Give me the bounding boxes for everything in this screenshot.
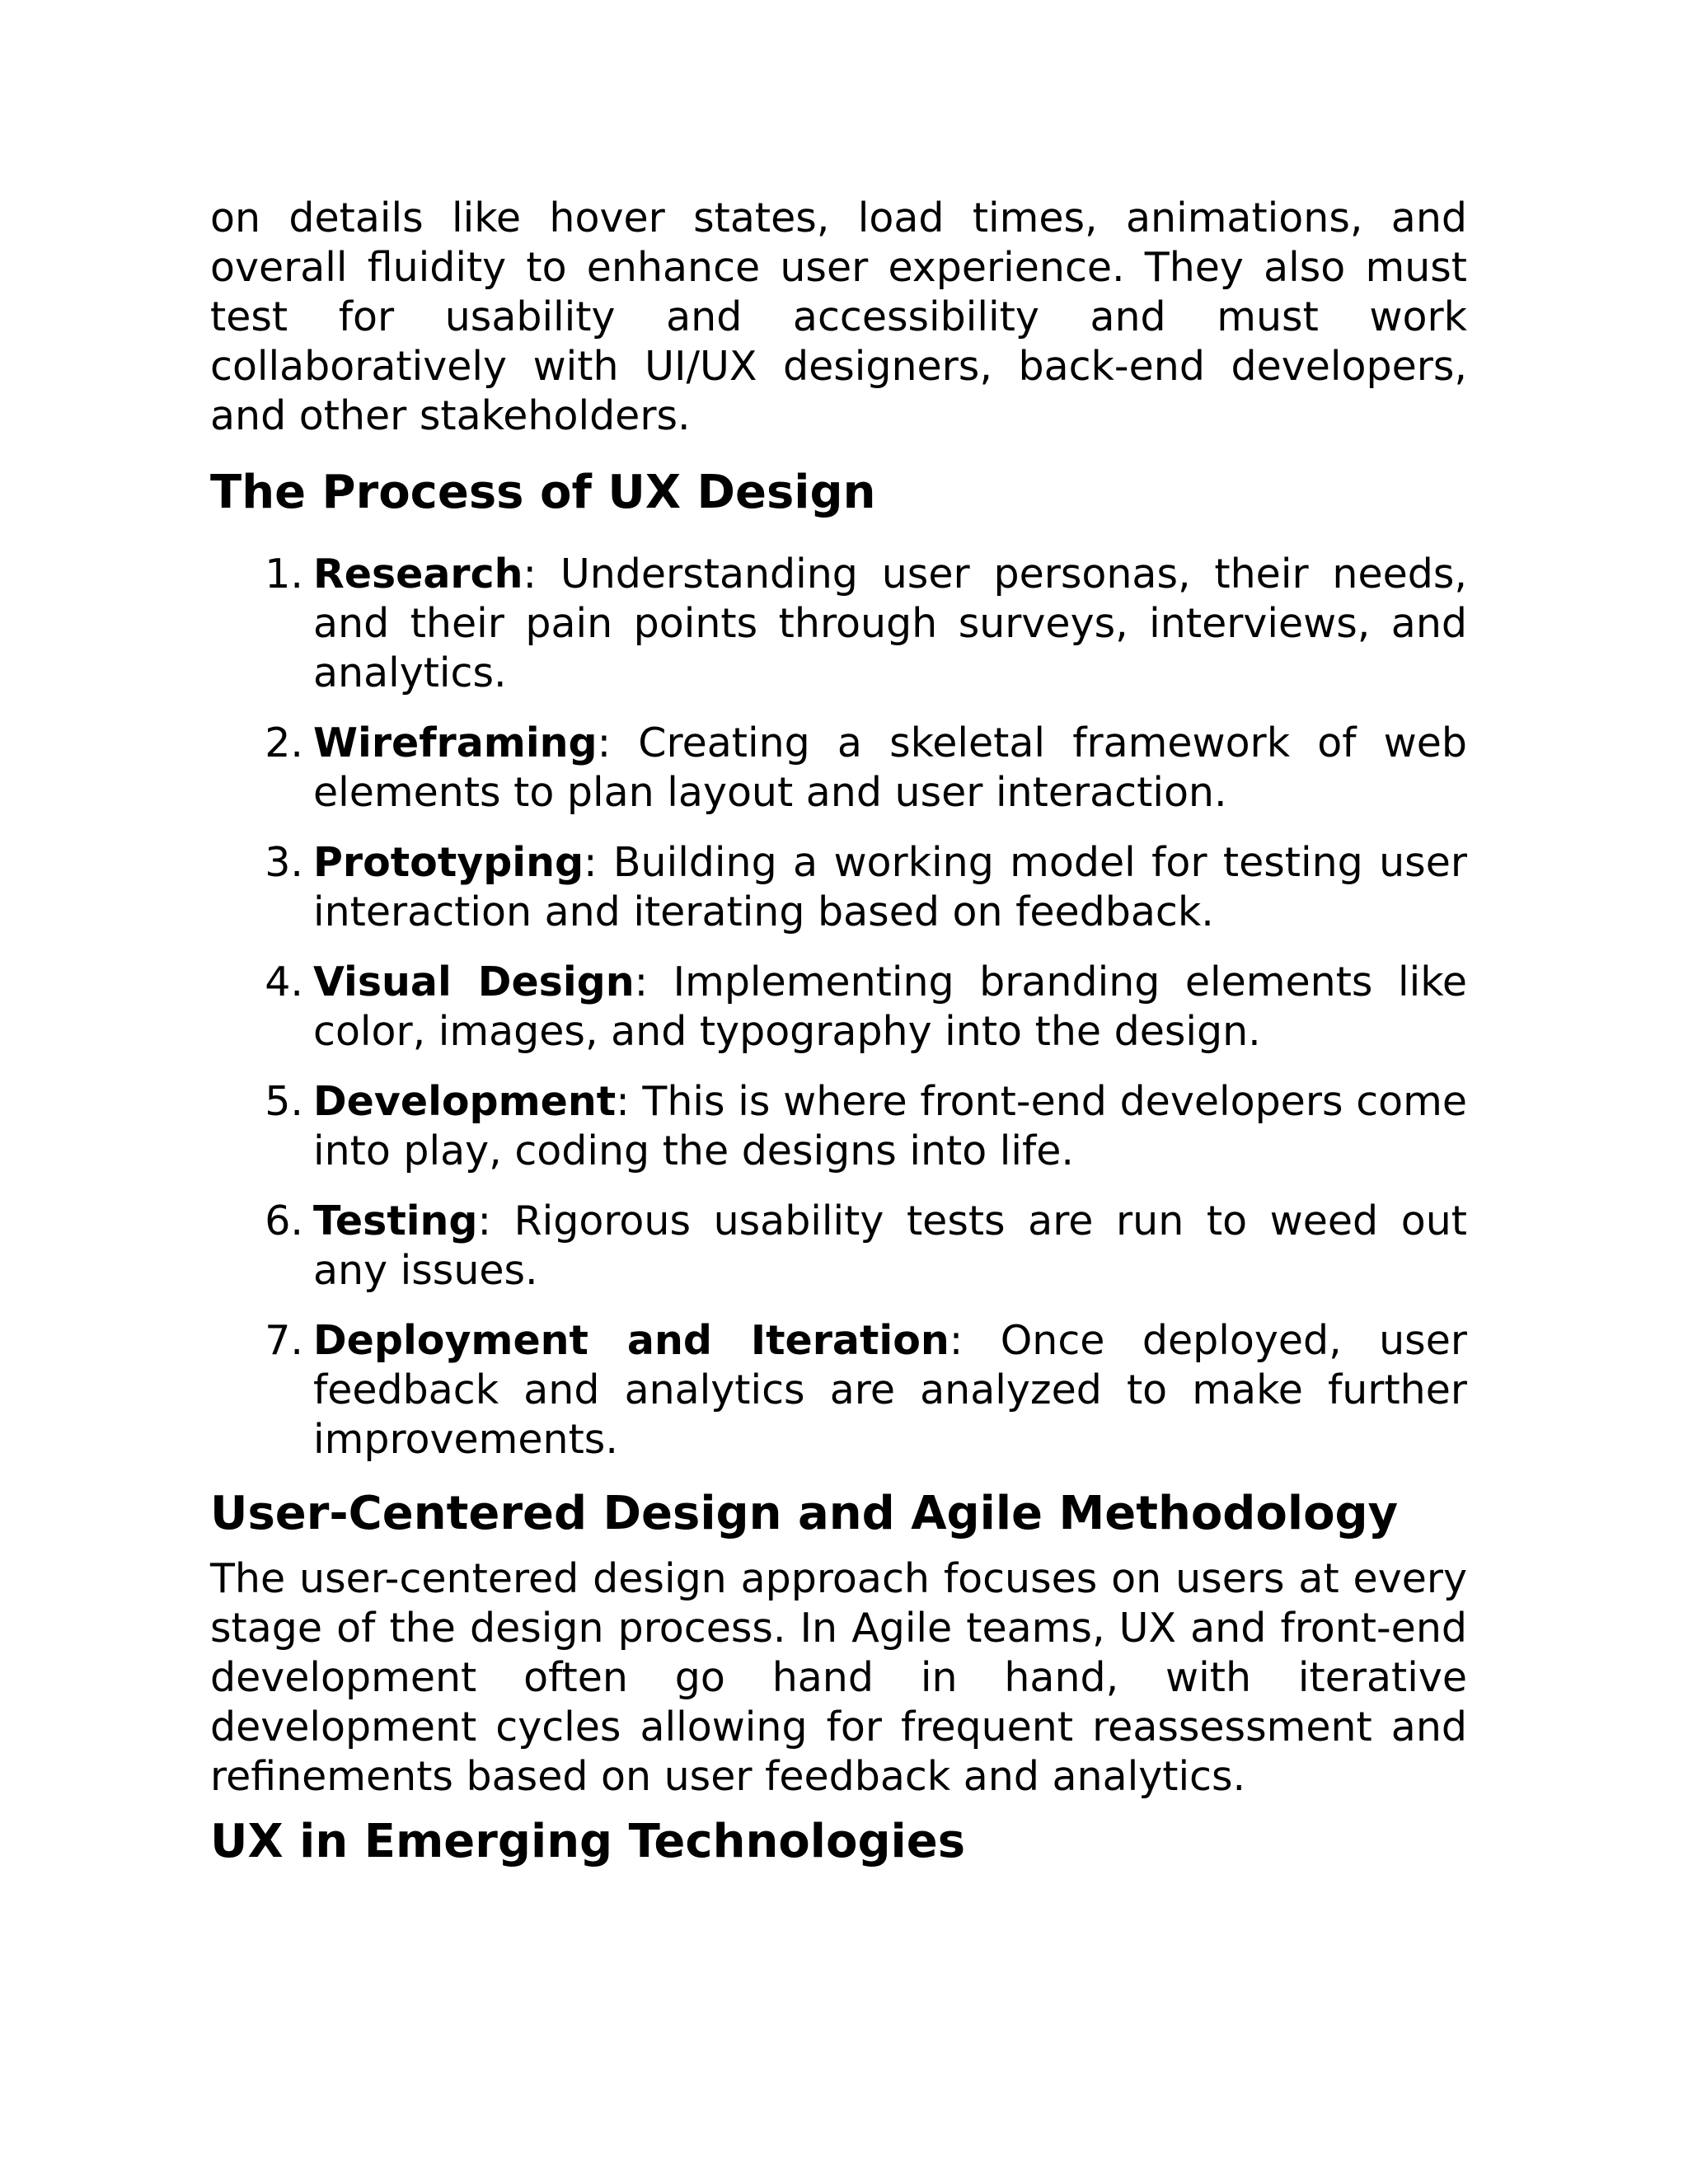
ucd-paragraph: The user-centered design approach focuses on users at every stage of the design process. In Agile teams, UX and front-end development often go hand in hand, with iterative development cycles allowing for frequent reassessment and refinements based on user feedback and analytics. xyxy=(210,1555,1467,1800)
list-item-description: : Building a working model for testing user interaction and iterating based on feedback. xyxy=(313,839,1467,935)
process-heading: The Process of UX Design xyxy=(210,466,876,519)
list-item-description: : This is where front-end developers come into play, coding the designs into life. xyxy=(313,1078,1467,1174)
ucd-heading: User-Centered Design and Agile Methodology xyxy=(210,1487,1399,1540)
list-item xyxy=(210,719,1467,818)
list-item-term: Prototyping xyxy=(313,839,584,886)
list-item-description: : Once deployed, user feedback and analytics are analyzed to make further improvements. xyxy=(313,1317,1467,1463)
list-item xyxy=(210,1197,1467,1296)
emerging-tech-heading: UX in Emerging Technologies xyxy=(210,1815,966,1868)
list-item-number: 3. xyxy=(265,839,303,886)
intro-paragraph: on details like hover states, load times, animations, and overall fluidity to enhance user experience. They also must test for usability and accessibility and must work collaboratively with UI/UX designers, back-end developers, and other stakeholders. xyxy=(210,194,1467,439)
process-steps-list xyxy=(210,550,1467,1465)
list-item-term: Visual Design xyxy=(313,958,635,1005)
list-item-number: 2. xyxy=(265,719,303,766)
list-item-number: 1. xyxy=(265,551,303,598)
list-item xyxy=(210,550,1467,698)
list-item-number: 4. xyxy=(265,958,303,1005)
list-item xyxy=(210,1077,1467,1176)
list-item-term: Testing xyxy=(313,1197,478,1244)
list-item-number: 6. xyxy=(265,1197,303,1244)
list-item-term: Research xyxy=(313,551,523,598)
list-item-description: : Creating a skeletal framework of web elements to plan layout and user interaction. xyxy=(313,719,1467,816)
list-item xyxy=(210,838,1467,937)
list-item-term: Wireframing xyxy=(313,719,598,766)
list-item xyxy=(210,958,1467,1057)
list-item-description: : Understanding user personas, their needs, and their pain points through surveys, interviews, and analytics. xyxy=(313,551,1467,696)
list-item-number: 5. xyxy=(265,1078,303,1125)
list-item-number: 7. xyxy=(265,1317,303,1364)
list-item-description: : Rigorous usability tests are run to weed out any issues. xyxy=(313,1197,1467,1294)
list-item-description: : Implementing branding elements like color, images, and typography into the design. xyxy=(313,958,1467,1055)
list-item-term: Development xyxy=(313,1078,617,1125)
document-page xyxy=(210,194,1467,1871)
list-item-term: Deployment and Iteration xyxy=(313,1317,950,1364)
list-item xyxy=(210,1316,1467,1465)
